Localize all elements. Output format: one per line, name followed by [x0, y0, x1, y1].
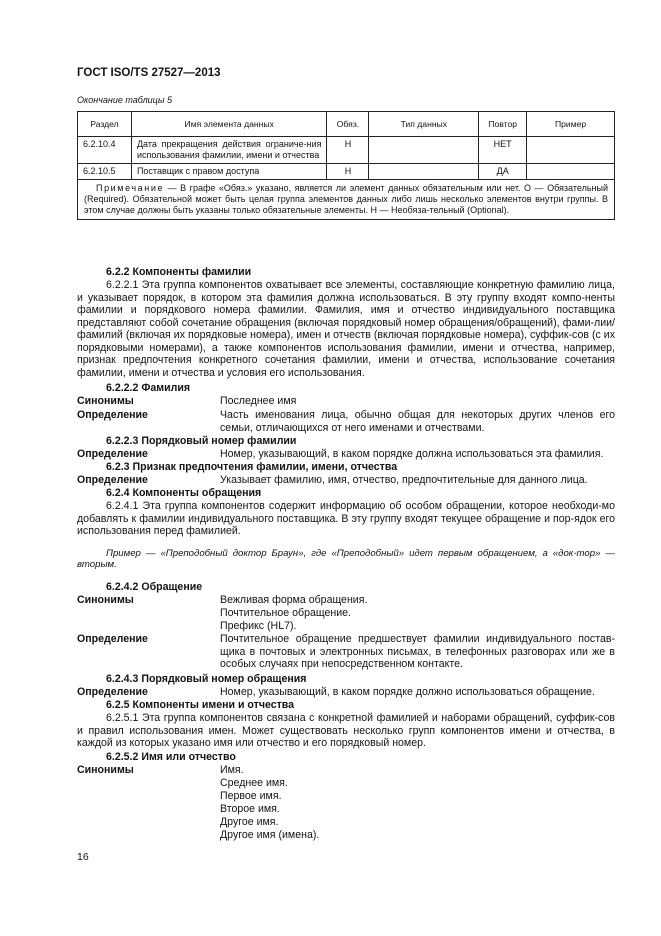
table-cell: НЕТ: [479, 137, 527, 164]
section-heading: 6.2.4.2 Обращение: [106, 581, 203, 593]
table-cell: [369, 163, 479, 179]
table-cell: Н: [327, 163, 369, 179]
column-header: Имя элемента данных: [131, 112, 327, 137]
definition-value: Часть именования лица, обычно общая для некоторых других членов его семьи, отличающихся от него именами и отчествами.: [220, 409, 615, 434]
document-header: ГОСТ ISO/TS 27527—2013: [77, 67, 221, 79]
table-cell: [527, 137, 615, 164]
section-heading: 6.2.4.3 Порядковый номер обращения: [106, 673, 307, 685]
synonyms-label: Синонимы: [77, 764, 134, 776]
table-cell: [369, 137, 479, 164]
synonyms-line: Почтительное обращение.: [220, 607, 351, 619]
table-row: [78, 163, 615, 179]
paragraph: 6.2.2.1 Эта группа компонентов охватывает все элементы, составляющие конкретную фамилию лица, и указывает порядок, в котором эта фамилия должна использоваться. В эту группу входят компо-ненты фамилии и порядкового номера фамилии. Фамилия, имя и отчество индивидуального поставщика представляют собой сочетание обращения (включая порядковый номер обращения/обращений), фами-лии/фамилий (включая их порядковые номера), имен и отчеств (включая порядковые номера), суффик-сов (с их порядковыми номерами), а также компонентов использования фамилии, имени и отчества, например, признак предпочтения конкретного сочетания фамилии, имени и отчества, использование сочетания фамилии, имени и отчества и условия его использования.: [77, 279, 615, 379]
table-note: [78, 179, 615, 219]
section-heading: 6.2.5.2 Имя или отчество: [106, 751, 236, 763]
paragraph: 6.2.4.1 Эта группа компонентов содержит информацию об особом обращении, которое необходи-мо добавлять к фамилии индивидуального поставщика. В эту группу входят текущее обращение и пор-ядок его использования перед фамилией.: [77, 500, 615, 537]
section-heading: 6.2.4 Компоненты обращения: [106, 487, 262, 499]
table-cell: 6.2.10.5: [78, 163, 132, 179]
synonyms-line: Среднее имя.: [220, 777, 288, 789]
table-cell: Поставщик с правом доступа: [131, 163, 327, 179]
section-heading: 6.2.3 Признак предпочтения фамилии, имени, отчества: [106, 461, 398, 473]
paragraph: 6.2.5.1 Эта группа компонентов связана с конкретной фамилией и наборами обращений, суффик-сов и правил использования имен. Может существовать несколько групп компонентов имени и отчества, в каждой из которых указано имя или отчество и его порядковый номер.: [77, 712, 615, 749]
definition-label: Определение: [77, 409, 148, 421]
synonyms-line: Другое имя.: [220, 816, 279, 828]
definition-label: Определение: [77, 474, 148, 486]
definition-label: Определение: [77, 448, 148, 460]
synonyms-line: Вежливая форма обращения.: [220, 594, 368, 606]
definition-label: Определение: [77, 633, 148, 645]
column-header: Повтор: [479, 112, 527, 137]
definition-value: Указывает фамилию, имя, отчество, предпочтительные для данного лица.: [220, 474, 588, 486]
table-note-row: [78, 179, 615, 219]
note-label: Примечание: [96, 182, 165, 193]
table-cell: ДА: [479, 163, 527, 179]
table-cell: Дата прекращения действия ограниче-ния использования фамилии, имени и отчества: [131, 137, 327, 164]
synonyms-value: Последнее имя: [220, 395, 297, 407]
table-cell: Н: [327, 137, 369, 164]
section-heading: 6.2.5 Компоненты имени и отчества: [106, 699, 295, 711]
section-heading: 6.2.2.3 Порядковый номер фамилии: [106, 435, 297, 447]
column-header: Обяз.: [327, 112, 369, 137]
table-header-row: [78, 112, 615, 137]
definition-value: Номер, указывающий, в каком порядке должно использоваться обращение.: [220, 686, 595, 698]
definition-value: Почтительное обращение предшествует фамилии индивидуального постав-щика в почтовых и электронных письмах, в телефонных разговорах или же в особых случаях при непосредственном контакте.: [220, 633, 615, 670]
example-text: Пример — «Преподобный доктор Браун», где «Преподобный» идет первым обращением, а «док-тор» — вторым.: [77, 548, 615, 571]
column-header: Раздел: [78, 112, 132, 137]
synonyms-line: Имя.: [220, 764, 244, 776]
section-heading: 6.2.2.2 Фамилия: [106, 382, 191, 394]
synonyms-label: Синонимы: [77, 594, 134, 606]
synonyms-line: Второе имя.: [220, 803, 280, 815]
table-5: [77, 111, 615, 220]
table-cell: [527, 163, 615, 179]
table-row: [78, 137, 615, 164]
table-caption: Окончание таблицы 5: [77, 95, 172, 105]
definition-value: Номер, указывающий, в каком порядке должна использоваться эта фамилия.: [220, 448, 604, 460]
table-cell: 6.2.10.4: [78, 137, 132, 164]
synonyms-line: Другое имя (имена).: [220, 829, 320, 841]
section-heading: 6.2.2 Компоненты фамилии: [106, 266, 252, 278]
note-text: — В графе «Обяз.» указано, является ли элемент данных обязательным или нет. О — Обязательный (Required). Обязательной может быть целая группа элементов данных либо лишь несколько элементов внутри группы. В этом случае должны быть указаны только обязательные элементы. Н — Необяза-тельный (Optional).: [84, 182, 608, 215]
definition-label: Определение: [77, 686, 148, 698]
column-header: Пример: [527, 112, 615, 137]
page-number: 16: [77, 851, 89, 863]
synonyms-label: Синонимы: [77, 395, 134, 407]
synonyms-line: Первое имя.: [220, 790, 282, 802]
column-header: Тип данных: [369, 112, 479, 137]
synonyms-line: Префикс (HL7).: [220, 620, 297, 632]
